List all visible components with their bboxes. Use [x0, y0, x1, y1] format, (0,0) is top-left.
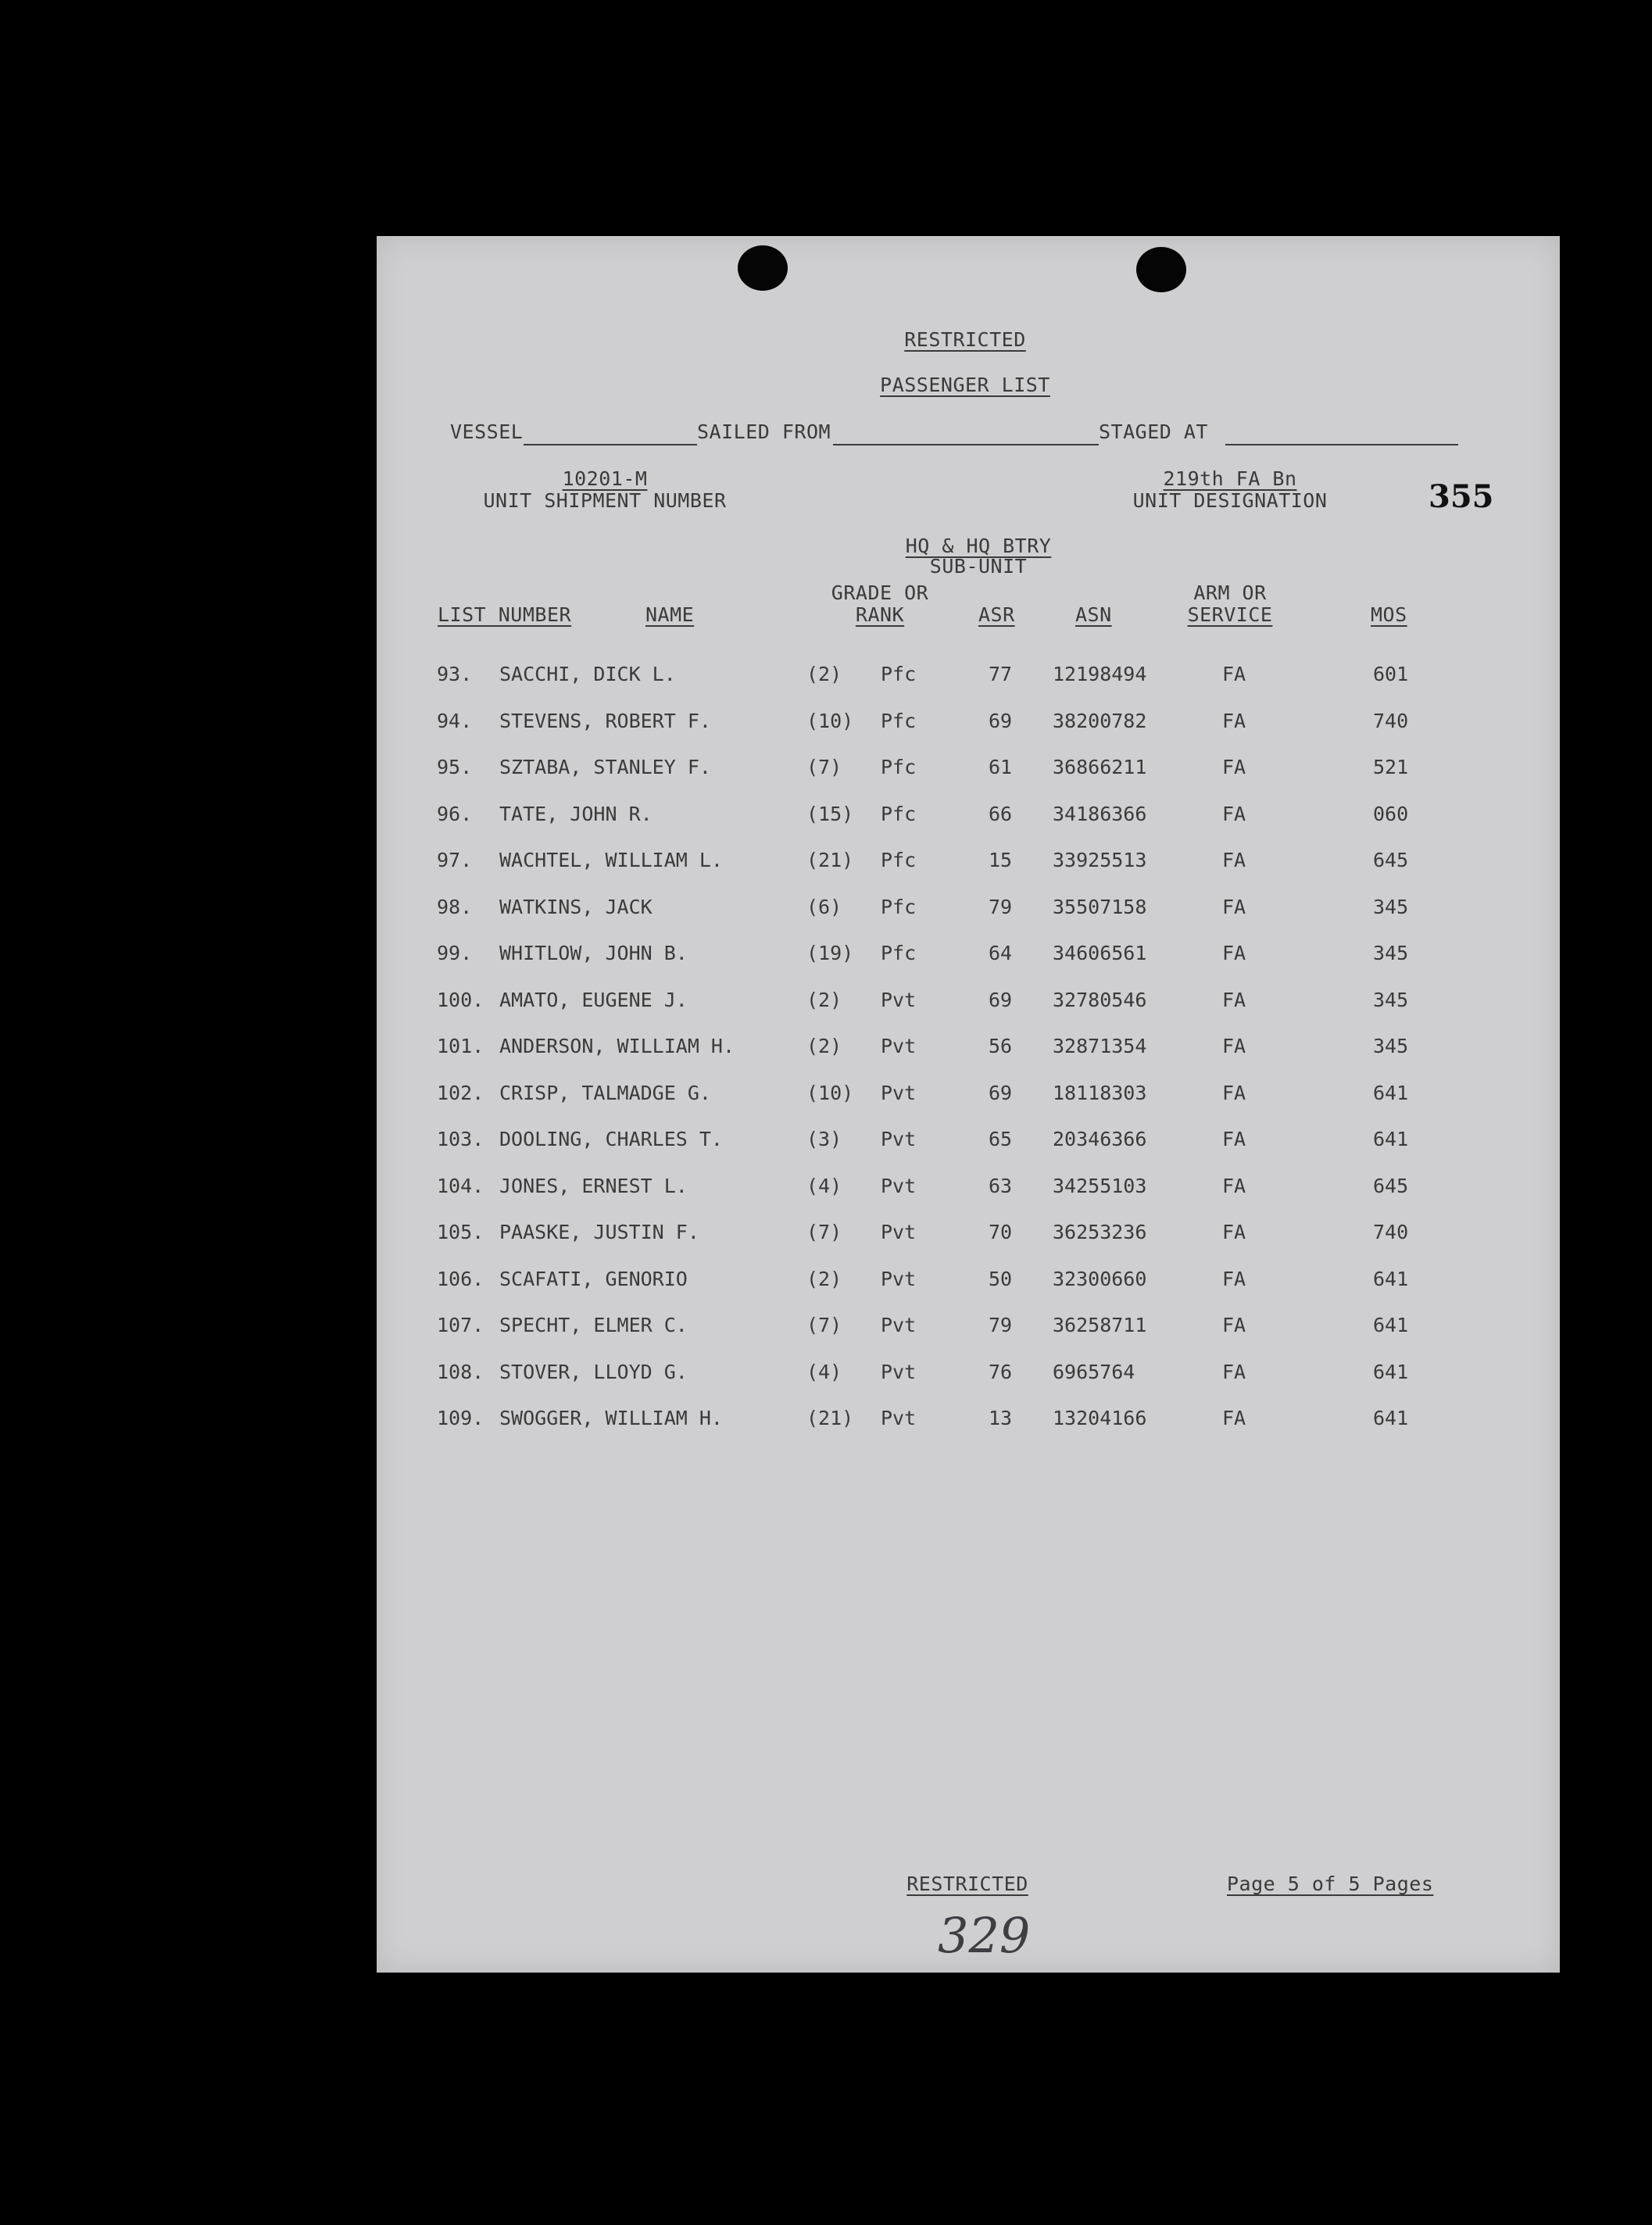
list-number: 101. [437, 1035, 485, 1057]
col-header-name: NAME [645, 603, 695, 626]
passenger-name: SPECHT, ELMER C. [499, 1314, 688, 1336]
sub-unit-label: SUB-UNIT [929, 555, 1028, 578]
rank: Pvt [881, 1221, 917, 1243]
sailed-from-blank [833, 444, 1099, 445]
grade: (10) [806, 1081, 854, 1104]
asn: 36253236 [1053, 1221, 1147, 1243]
table-row [377, 1082, 1560, 1113]
rank: Pvt [881, 1360, 917, 1383]
grade: (21) [806, 849, 854, 871]
arm-or-service: FA [1222, 756, 1246, 778]
rank: Pvt [881, 1128, 917, 1150]
table-row [377, 1314, 1560, 1345]
staged-at-label: STAGED AT [1099, 420, 1208, 443]
asr: 79 [989, 895, 1013, 918]
arm-or-service: FA [1222, 849, 1246, 871]
asn: 34606561 [1053, 942, 1147, 964]
arm-or-service: FA [1222, 663, 1246, 685]
rank: Pvt [881, 1267, 917, 1290]
rank: Pfc [881, 756, 917, 778]
col-header-grade-bottom: RANK [855, 603, 905, 626]
handwritten-number: 329 [938, 1907, 1031, 1964]
asn: 32780546 [1053, 988, 1147, 1011]
mos: 645 [1373, 849, 1409, 871]
asr: 69 [989, 1081, 1013, 1104]
mos: 521 [1373, 756, 1409, 778]
asr: 13 [989, 1407, 1013, 1429]
col-header-list-number: LIST NUMBER [438, 603, 572, 626]
asr: 64 [989, 942, 1013, 964]
asn: 13204166 [1053, 1407, 1147, 1429]
asr: 63 [989, 1174, 1013, 1197]
col-header-asn: ASN [1075, 603, 1112, 626]
grade: (21) [806, 1407, 854, 1429]
passenger-name: TATE, JOHN R. [499, 802, 653, 825]
asr: 69 [989, 988, 1013, 1011]
arm-or-service: FA [1222, 709, 1246, 732]
mos: 740 [1373, 709, 1409, 732]
rank: Pvt [881, 1035, 917, 1057]
grade: (10) [806, 709, 854, 732]
table-row [377, 1221, 1560, 1252]
asr: 79 [989, 1314, 1013, 1336]
arm-or-service: FA [1222, 1267, 1246, 1290]
list-number: 99. [437, 942, 473, 964]
col-header-grade-top: GRADE OR [831, 581, 929, 604]
list-number: 107. [437, 1314, 485, 1336]
grade: (15) [806, 802, 854, 825]
unit-designation: 219th FA Bn [1163, 467, 1297, 490]
mos: 345 [1373, 1035, 1409, 1057]
rank: Pvt [881, 1314, 917, 1336]
passenger-name: CRISP, TALMADGE G. [499, 1081, 711, 1104]
asn: 32871354 [1053, 1035, 1147, 1057]
col-header-mos: MOS [1371, 603, 1407, 626]
unit-designation-label: UNIT DESIGNATION [1132, 489, 1328, 512]
arm-or-service: FA [1222, 1174, 1246, 1197]
vessel-label: VESSEL [450, 420, 524, 443]
asr: 66 [989, 802, 1013, 825]
asn: 36866211 [1053, 756, 1147, 778]
unit-shipment-number-label: UNIT SHIPMENT NUMBER [483, 489, 727, 512]
list-number: 100. [437, 988, 485, 1011]
table-row [377, 1361, 1560, 1392]
grade: (7) [806, 756, 842, 778]
page-info: Page 5 of 5 Pages [1227, 1873, 1434, 1895]
grade: (2) [806, 988, 842, 1011]
rank: Pfc [881, 802, 917, 825]
table-row [377, 803, 1560, 834]
asn: 34186366 [1053, 802, 1147, 825]
passenger-name: PAASKE, JUSTIN F. [499, 1221, 699, 1243]
asr: 56 [989, 1035, 1013, 1057]
list-number: 94. [437, 709, 473, 732]
asn: 20346366 [1053, 1128, 1147, 1150]
mos: 641 [1373, 1081, 1409, 1104]
passenger-name: SACCHI, DICK L. [499, 663, 676, 685]
rank: Pfc [881, 663, 917, 685]
asr: 76 [989, 1360, 1013, 1383]
list-number: 98. [437, 895, 473, 918]
passenger-name: SCAFATI, GENORIO [499, 1267, 688, 1290]
mos: 641 [1373, 1314, 1409, 1336]
punch-hole-right [1136, 247, 1186, 292]
arm-or-service: FA [1222, 1221, 1246, 1243]
list-number: 102. [437, 1081, 485, 1104]
mos: 641 [1373, 1267, 1409, 1290]
staged-at-blank [1225, 444, 1458, 445]
rank: Pvt [881, 1407, 917, 1429]
list-number: 93. [437, 663, 473, 685]
arm-or-service: FA [1222, 1081, 1246, 1104]
sub-unit: HQ & HQ BTRY [905, 535, 1052, 557]
list-number: 105. [437, 1221, 485, 1243]
table-row [377, 942, 1560, 973]
asr: 61 [989, 756, 1013, 778]
document-page [377, 236, 1560, 1973]
passenger-name: DOOLING, CHARLES T. [499, 1128, 723, 1150]
arm-or-service: FA [1222, 1314, 1246, 1336]
passenger-name: WHITLOW, JOHN B. [499, 942, 688, 964]
mos: 345 [1373, 988, 1409, 1011]
table-row [377, 1407, 1560, 1438]
arm-or-service: FA [1222, 1035, 1246, 1057]
col-header-arm-bottom: SERVICE [1187, 603, 1273, 626]
grade: (6) [806, 895, 842, 918]
grade: (19) [806, 942, 854, 964]
table-row [377, 989, 1560, 1020]
sailed-from-label: SAILED FROM [697, 420, 831, 443]
asr: 65 [989, 1128, 1013, 1150]
grade: (3) [806, 1128, 842, 1150]
grade: (2) [806, 1035, 842, 1057]
table-row [377, 1175, 1560, 1206]
grade: (7) [806, 1314, 842, 1336]
passenger-name: STOVER, LLOYD G. [499, 1360, 688, 1383]
asr: 70 [989, 1221, 1013, 1243]
stamped-page-number: 355 [1429, 478, 1494, 515]
grade: (7) [806, 1221, 842, 1243]
passenger-name: SWOGGER, WILLIAM H. [499, 1407, 723, 1429]
passenger-name: ANDERSON, WILLIAM H. [499, 1035, 735, 1057]
mos: 601 [1373, 663, 1409, 685]
asn: 35507158 [1053, 895, 1147, 918]
rank: Pfc [881, 849, 917, 871]
vessel-blank [524, 444, 697, 445]
grade: (4) [806, 1360, 842, 1383]
asn: 6965764 [1053, 1360, 1135, 1383]
passenger-name: AMATO, EUGENE J. [499, 988, 688, 1011]
col-header-asr: ASR [978, 603, 1015, 626]
asn: 18118303 [1053, 1081, 1147, 1104]
list-number: 106. [437, 1267, 485, 1290]
list-number: 97. [437, 849, 473, 871]
table-row [377, 896, 1560, 927]
list-number: 104. [437, 1174, 485, 1197]
grade: (2) [806, 1267, 842, 1290]
arm-or-service: FA [1222, 942, 1246, 964]
rank: Pvt [881, 1081, 917, 1104]
passenger-name: JONES, ERNEST L. [499, 1174, 688, 1197]
table-row [377, 710, 1560, 741]
punch-hole-left [738, 245, 788, 291]
rank: Pfc [881, 709, 917, 732]
asn: 38200782 [1053, 709, 1147, 732]
asn: 32300660 [1053, 1267, 1147, 1290]
rank: Pfc [881, 895, 917, 918]
asn: 34255103 [1053, 1174, 1147, 1197]
list-number: 109. [437, 1407, 485, 1429]
mos: 740 [1373, 1221, 1409, 1243]
arm-or-service: FA [1222, 988, 1246, 1011]
table-row [377, 1128, 1560, 1159]
table-row [377, 756, 1560, 787]
mos: 641 [1373, 1360, 1409, 1383]
grade: (4) [806, 1174, 842, 1197]
asn: 33925513 [1053, 849, 1147, 871]
list-number: 103. [437, 1128, 485, 1150]
list-number: 96. [437, 802, 473, 825]
mos: 641 [1373, 1407, 1409, 1429]
col-header-arm-top: ARM OR [1193, 581, 1267, 604]
rank: Pfc [881, 942, 917, 964]
passenger-name: SZTABA, STANLEY F. [499, 756, 711, 778]
list-number: 108. [437, 1360, 485, 1383]
passenger-name: STEVENS, ROBERT F. [499, 709, 711, 732]
table-row [377, 849, 1560, 880]
list-number: 95. [437, 756, 473, 778]
arm-or-service: FA [1222, 1360, 1246, 1383]
passenger-name: WACHTEL, WILLIAM L. [499, 849, 723, 871]
asn: 36258711 [1053, 1314, 1147, 1336]
arm-or-service: FA [1222, 895, 1246, 918]
asr: 77 [989, 663, 1013, 685]
table-row [377, 663, 1560, 694]
rank: Pvt [881, 1174, 917, 1197]
classification-top: RESTRICTED [904, 328, 1026, 351]
table-row [377, 1035, 1560, 1066]
asn: 12198494 [1053, 663, 1147, 685]
asr: 15 [989, 849, 1013, 871]
asr: 50 [989, 1267, 1013, 1290]
arm-or-service: FA [1222, 1128, 1246, 1150]
document-title: PASSENGER LIST [880, 374, 1050, 396]
mos: 645 [1373, 1174, 1409, 1197]
table-row [377, 1268, 1560, 1299]
unit-shipment-number: 10201-M [562, 467, 648, 490]
mos: 641 [1373, 1128, 1409, 1150]
arm-or-service: FA [1222, 802, 1246, 825]
asr: 69 [989, 709, 1013, 732]
passenger-name: WATKINS, JACK [499, 895, 653, 918]
mos: 060 [1373, 802, 1409, 825]
classification-bottom: RESTRICTED [906, 1873, 1028, 1895]
rank: Pvt [881, 988, 917, 1011]
arm-or-service: FA [1222, 1407, 1246, 1429]
mos: 345 [1373, 942, 1409, 964]
grade: (2) [806, 663, 842, 685]
mos: 345 [1373, 895, 1409, 918]
